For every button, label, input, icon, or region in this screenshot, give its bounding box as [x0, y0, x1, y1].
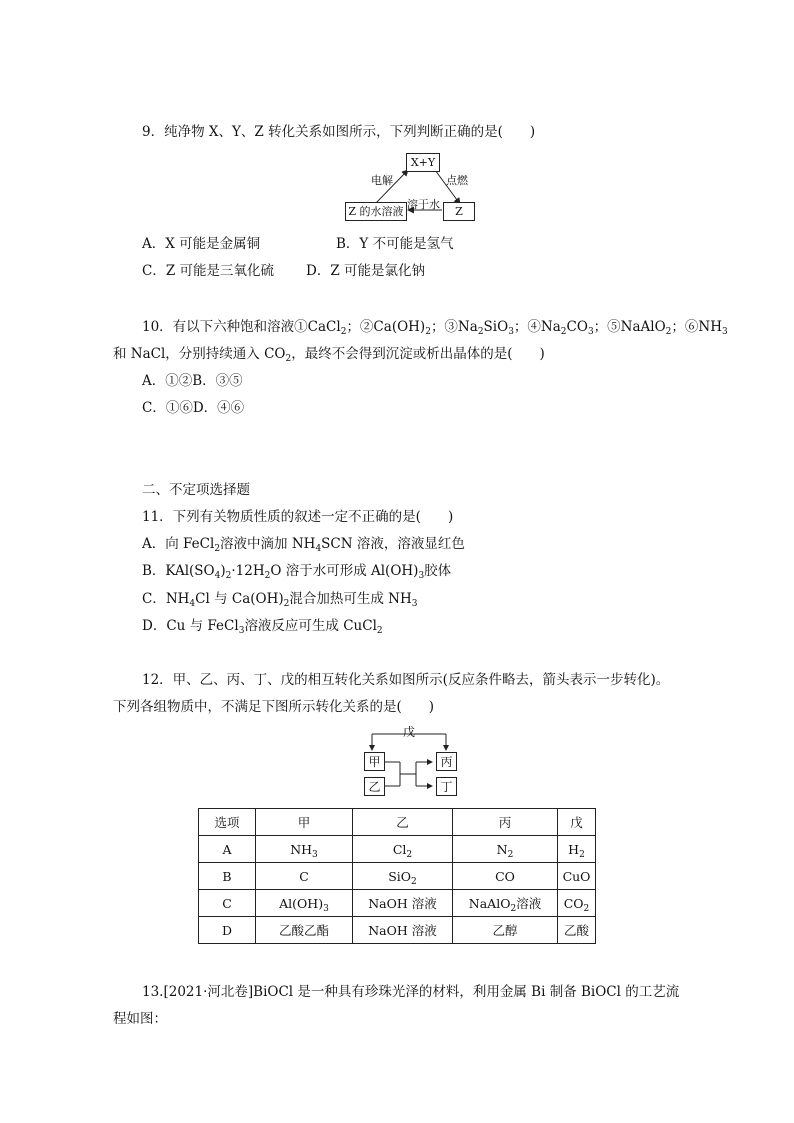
cell-text: CO: [563, 895, 584, 911]
q10-text: 10．有以下六种饱和溶液①CaCl: [142, 319, 341, 335]
table-header-cell: 丙: [453, 809, 558, 836]
cell-text: 乙酸: [563, 923, 589, 938]
q11-text: O 溶于水可形成 Al(OH): [270, 563, 419, 579]
q9-label-ignite: 点燃: [446, 174, 468, 187]
q11-sub: 2: [264, 571, 271, 581]
q11-sub: 2: [225, 571, 232, 581]
table-cell-yi: [353, 836, 453, 863]
q11-text: Cl 与 Ca(OH): [195, 591, 284, 607]
table-header-cell: 选项: [199, 809, 256, 836]
q10-sub: 2: [340, 327, 347, 337]
q11-sub: 3: [411, 599, 418, 609]
table-cell-yi: [353, 863, 453, 890]
q10-sub: 2: [425, 327, 431, 337]
q10-sub: 3: [587, 327, 594, 337]
cell-text: Al(OH): [279, 895, 324, 911]
cell-text: 乙醇: [492, 923, 518, 938]
q12-options-table: [198, 808, 596, 944]
q11-text: 胶体: [424, 563, 452, 579]
cell-sub: 2: [507, 849, 514, 860]
table-cell-bing: [453, 890, 558, 917]
table-row: [199, 890, 596, 917]
q9-label-electrolysis: 电解: [371, 174, 393, 187]
table-cell-jia: [256, 863, 353, 890]
cell-text: NH: [290, 841, 313, 857]
q11-text: A．向 FeCl: [142, 536, 215, 552]
q10-sub: 2: [665, 327, 672, 337]
q9-box-z-solution: Z 的水溶液: [345, 202, 407, 221]
q10-options-cd: C．①⑥D．④⑥: [142, 400, 245, 416]
table-row: [199, 917, 596, 944]
q11-text: 溶液中滴加 NH: [220, 536, 316, 552]
q10-text: ，最终不会得到沉淀或析出晶体的是( ): [291, 346, 545, 362]
cell-sub: 2: [583, 903, 590, 914]
q12-box-yi: 乙: [364, 777, 385, 796]
table-cell-bing: [453, 917, 558, 944]
table-header-cell: 乙: [353, 809, 453, 836]
q13-stem-line2: 程如图：: [113, 1011, 167, 1027]
cell-text: NaOH 溶液: [368, 923, 437, 938]
q10-sub: 2: [560, 327, 567, 337]
q12-box-bing: 丙: [436, 752, 457, 771]
cell-sub: 2: [579, 849, 585, 860]
q12-box-jia: 甲: [364, 752, 385, 771]
table-cell-yi: [353, 917, 453, 944]
q11-stem: 11．下列有关物质性质的叙述一定不正确的是( ): [142, 509, 454, 525]
q11-sub: 2: [214, 544, 221, 554]
table-cell-option: C: [199, 890, 256, 917]
q9-option-a: A．X 可能是金属铜: [142, 236, 261, 252]
cell-text: NaAlO: [468, 896, 511, 911]
table-header-cell: 戊: [558, 809, 596, 836]
table-cell-jia: [256, 836, 353, 863]
table-row: [199, 863, 596, 890]
cell-text: CuO: [562, 868, 591, 884]
cell-sub: 2: [411, 876, 417, 887]
q10-stem-line2: [113, 345, 545, 363]
q9-option-d: D．Z 可能是氯化钠: [306, 263, 425, 279]
q11-sub: 4: [214, 571, 221, 581]
q10-sub: 3: [722, 327, 728, 337]
q9-box-z: Z: [443, 202, 475, 221]
table-cell-jia: [256, 890, 353, 917]
cell-text: NaOH 溶液: [368, 896, 437, 911]
cell-sub: 2: [510, 904, 517, 914]
q11-option-d: [142, 617, 383, 635]
cell-text: N: [496, 841, 508, 857]
q12-stem-line2: 下列各组物质中，不满足下图所示转化关系的是( ): [113, 699, 435, 715]
table-cell-bing: [453, 863, 558, 890]
cell-sub: 3: [312, 849, 318, 860]
cell-sub: 2: [406, 849, 413, 860]
q10-sub: 2: [285, 354, 292, 364]
q11-sub: 3: [418, 571, 425, 581]
q11-text: SCN 溶液，溶液显红色: [321, 536, 465, 552]
q11-text: 溶液反应可生成 CuCl: [244, 618, 377, 634]
q11-text: D．Cu 与 FeCl: [142, 618, 239, 634]
table-cell-jia: [256, 917, 353, 944]
table-cell-bing: [453, 836, 558, 863]
q11-option-b: [142, 562, 451, 580]
q11-sub: 4: [189, 599, 196, 609]
q10-stem-line1: [142, 318, 728, 336]
q9-stem: 9．纯净物 X、Y、Z 转化关系如图所示，下列判断正确的是( ): [142, 124, 536, 140]
q11-text: B．KAl(SO: [142, 563, 215, 579]
q10-text: CO: [566, 319, 588, 335]
q12-label-wu: 戊: [403, 725, 416, 739]
q10-sub: 3: [508, 327, 514, 337]
q10-text: ；②Ca(OH): [346, 319, 426, 335]
q12-stem-line1: 12．甲、乙、丙、丁、戊的相互转化关系如图所示(反应条件略去，箭头表示一步转化)。: [142, 672, 670, 688]
q9-option-c: C．Z 可能是三氧化硫: [142, 263, 275, 279]
q10-text: SiO: [483, 319, 509, 335]
q11-sub: 4: [315, 544, 322, 554]
q9-option-b: B．Y 不可能是氢气: [336, 236, 454, 252]
q11-sub: 3: [238, 626, 245, 636]
q11-option-a: [142, 535, 465, 553]
q11-text: ·12H: [231, 563, 265, 579]
q11-text: 混合加热可生成 NH: [289, 591, 412, 607]
table-cell-wu: [558, 890, 596, 917]
q11-option-c: [142, 590, 418, 608]
q13-stem-line1: 13.[2021·河北卷]BiOCl 是一种具有珍珠光泽的材料，利用金属 Bi 制备 BiOCl 的工艺流: [142, 984, 680, 1000]
q10-text: 和 NaCl，分别持续通入 CO: [113, 346, 286, 362]
cell-text: Cl: [392, 841, 407, 857]
q9-box-xy: X+Y: [406, 153, 440, 172]
table-cell-option: D: [199, 917, 256, 944]
table-cell-wu: [558, 836, 596, 863]
table-header-cell: 甲: [256, 809, 353, 836]
q11-text: C．NH: [142, 591, 190, 607]
q9-label-dissolve: 溶于水: [407, 198, 440, 211]
table-cell-option: B: [199, 863, 256, 890]
cell-text: CO: [495, 868, 515, 884]
cell-text: C: [299, 868, 309, 884]
q10-text: ；③Na: [430, 319, 478, 335]
q11-sub: 2: [283, 599, 290, 609]
q12-box-ding: 丁: [436, 777, 457, 796]
q11-sub: 2: [376, 626, 383, 636]
cell-sub: 3: [323, 903, 329, 914]
q11-text: ): [220, 563, 226, 579]
table-cell-wu: [558, 917, 596, 944]
q10-text: ；⑥NH: [671, 319, 722, 335]
section-heading: 二、不定项选择题: [142, 482, 250, 498]
cell-text: 溶液: [516, 896, 542, 911]
table-header-row: [199, 809, 596, 836]
cell-text: H: [568, 841, 580, 857]
q10-text: ；⑤NaAlO: [593, 319, 666, 335]
q10-text: ；④Na: [513, 319, 561, 335]
cell-text: SiO: [388, 868, 412, 884]
table-cell-yi: [353, 890, 453, 917]
cell-text: 乙酸乙酯: [278, 923, 329, 938]
q10-options-ab: A．①②B．③⑤: [142, 373, 243, 389]
q10-sub: 2: [477, 327, 484, 337]
table-row: [199, 836, 596, 863]
table-cell-option: A: [199, 836, 256, 863]
table-cell-wu: [558, 863, 596, 890]
